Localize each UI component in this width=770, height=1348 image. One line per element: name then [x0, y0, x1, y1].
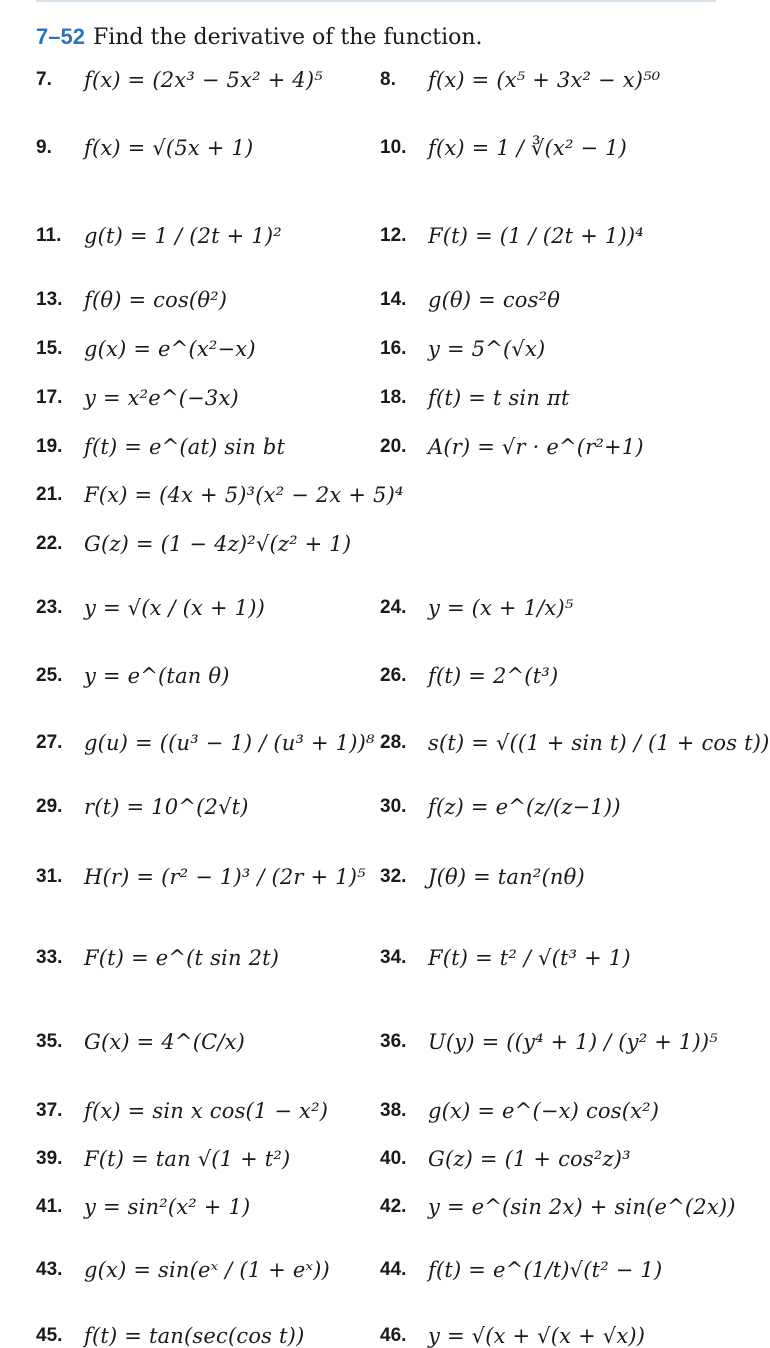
exercise-formula: F(t) = t² / √(t³ + 1) — [428, 946, 631, 970]
exercise-number: 11. — [36, 225, 62, 246]
exercise-formula: y = √(x + √(x + √x)) — [428, 1324, 646, 1348]
exercise-number: 30. — [380, 796, 407, 817]
exercise-number: 40. — [380, 1148, 407, 1169]
exercise-formula: f(x) = (x⁵ + 3x² − x)⁵⁰ — [428, 68, 661, 92]
instruction-text: Find the derivative of the function. — [92, 25, 483, 50]
exercise-number: 17. — [36, 387, 63, 408]
exercise-formula: y = e^(sin 2x) + sin(e^(2x)) — [428, 1195, 736, 1219]
top-divider — [36, 0, 716, 2]
exercise-formula: f(x) = 1 / ∛(x² − 1) — [428, 136, 628, 160]
exercise-number: 26. — [380, 665, 407, 686]
exercise-formula: s(t) = √((1 + sin t) / (1 + cos t)) — [428, 731, 770, 755]
exercise-formula: y = x²e^(−3x) — [84, 386, 239, 410]
exercise-formula: f(t) = 2^(t³) — [428, 664, 559, 688]
exercise-formula: f(z) = e^(z/(z−1)) — [428, 795, 621, 819]
exercise-formula: g(x) = e^(x²−x) — [84, 337, 256, 361]
exercise-formula: y = (x + 1/x)⁵ — [428, 596, 574, 620]
exercise-formula: f(θ) = cos(θ²) — [84, 288, 228, 312]
exercise-number: 44. — [380, 1259, 407, 1280]
exercise-formula: G(x) = 4^(C/x) — [84, 1030, 246, 1054]
exercise-range: 7–52 — [36, 24, 85, 49]
exercise-number: 46. — [380, 1325, 407, 1346]
exercise-formula: g(x) = sin(eˣ / (1 + eˣ)) — [84, 1258, 330, 1282]
exercise-number: 27. — [36, 732, 63, 753]
exercise-number: 42. — [380, 1196, 407, 1217]
exercise-formula: g(u) = ((u³ − 1) / (u³ + 1))⁸ — [84, 731, 375, 755]
exercise-number: 34. — [380, 947, 407, 968]
exercise-number: 8. — [380, 69, 396, 90]
exercise-number: 7. — [36, 69, 52, 90]
exercise-number: 22. — [36, 533, 63, 554]
exercise-formula: g(x) = e^(−x) cos(x²) — [428, 1099, 660, 1123]
exercise-number: 32. — [380, 866, 407, 887]
exercise-number: 37. — [36, 1100, 63, 1121]
section-header — [36, 24, 483, 50]
exercise-formula: F(t) = (1 / (2t + 1))⁴ — [428, 224, 644, 248]
exercise-number: 31. — [36, 866, 63, 887]
exercise-formula: r(t) = 10^(2√t) — [84, 795, 249, 819]
exercise-formula: y = e^(tan θ) — [84, 664, 230, 688]
exercise-number: 45. — [36, 1325, 63, 1346]
exercise-number: 15. — [36, 338, 63, 359]
exercise-formula: A(r) = √r · e^(r²+1) — [428, 435, 644, 459]
exercise-formula: f(t) = tan(sec(cos t)) — [84, 1324, 305, 1348]
exercise-number: 9. — [36, 137, 52, 158]
exercise-formula: y = 5^(√x) — [428, 337, 546, 361]
exercise-formula: G(z) = (1 + cos²z)³ — [428, 1147, 631, 1171]
exercise-number: 21. — [36, 484, 63, 505]
exercise-formula: F(t) = e^(t sin 2t) — [84, 946, 280, 970]
exercise-number: 19. — [36, 436, 63, 457]
exercise-number: 43. — [36, 1259, 63, 1280]
exercise-formula: J(θ) = tan²(nθ) — [428, 865, 585, 889]
exercise-formula: y = √(x / (x + 1)) — [84, 596, 265, 620]
exercise-formula: U(y) = ((y⁴ + 1) / (y² + 1))⁵ — [428, 1030, 718, 1054]
exercise-formula: F(x) = (4x + 5)³(x² − 2x + 5)⁴ — [84, 483, 404, 507]
exercise-formula: G(z) = (1 − 4z)²√(z² + 1) — [84, 532, 352, 556]
exercise-number: 25. — [36, 665, 63, 686]
exercise-formula: g(t) = 1 / (2t + 1)² — [84, 224, 282, 248]
exercise-number: 28. — [380, 732, 407, 753]
exercise-number: 38. — [380, 1100, 407, 1121]
exercise-number: 13. — [36, 289, 63, 310]
exercise-formula: f(x) = (2x³ − 5x² + 4)⁵ — [84, 68, 323, 92]
exercise-number: 36. — [380, 1031, 407, 1052]
exercise-formula: g(θ) = cos²θ — [428, 288, 561, 312]
exercise-number: 20. — [380, 436, 407, 457]
exercise-formula: f(t) = t sin πt — [428, 386, 570, 410]
exercise-number: 35. — [36, 1031, 63, 1052]
exercise-number: 29. — [36, 796, 63, 817]
exercise-formula: y = sin²(x² + 1) — [84, 1195, 251, 1219]
exercise-formula: f(t) = e^(1/t)√(t² − 1) — [428, 1258, 663, 1282]
exercise-formula: F(t) = tan √(1 + t²) — [84, 1147, 291, 1171]
exercise-formula: f(t) = e^(at) sin bt — [84, 435, 286, 459]
exercise-number: 41. — [36, 1196, 63, 1217]
exercise-number: 10. — [380, 137, 407, 158]
exercise-number: 24. — [380, 597, 407, 618]
exercise-number: 33. — [36, 947, 63, 968]
exercise-number: 14. — [380, 289, 407, 310]
exercise-formula: H(r) = (r² − 1)³ / (2r + 1)⁵ — [84, 865, 366, 889]
exercise-formula: f(x) = √(5x + 1) — [84, 136, 254, 160]
exercise-number: 18. — [380, 387, 407, 408]
exercise-formula: f(x) = sin x cos(1 − x²) — [84, 1099, 329, 1123]
exercise-number: 12. — [380, 225, 407, 246]
exercise-number: 39. — [36, 1148, 63, 1169]
exercise-number: 16. — [380, 338, 407, 359]
exercise-number: 23. — [36, 597, 63, 618]
